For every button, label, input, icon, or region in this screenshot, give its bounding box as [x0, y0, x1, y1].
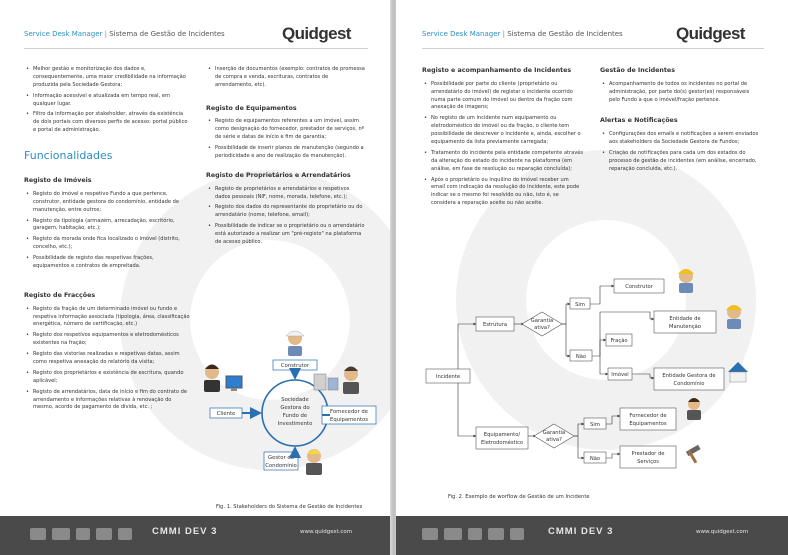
page-footer	[0, 516, 392, 555]
construtor-label: Construtor	[625, 284, 653, 290]
house-icon	[728, 362, 748, 382]
benefits-list	[24, 66, 190, 135]
fornecedor-line-2: Equipamentos	[330, 417, 368, 423]
list-item: • Registo dos dados do representante do proprietário ou do arrendatário (nome, telefone, email);	[206, 204, 366, 220]
edge-nao-imovel	[600, 356, 608, 374]
list-item: • Registo da tipologia (armazém, arrecadação, escritório, garagem, habitação, etc.);	[24, 218, 190, 234]
equipment-icon	[314, 374, 338, 390]
certification-logo	[488, 528, 504, 540]
list-item: • Inserção de documentos (exemplo: contratos de promessa de compra e venda, escrituras, contratos de arrendamento, etc).	[206, 66, 366, 90]
list-item: • Possibilidade de inserir planos de manutenção (segundo a periodicidade e ano de realização da manutenção).	[206, 145, 366, 161]
list-item: • Filtro da informação por stakeholder, através da existência de dois portais com diversos perfis de acesso: portal público e portal de administração.	[24, 111, 190, 135]
header-separator: |	[104, 30, 107, 38]
header-subtitle: Sistema de Gestão de Incidentes	[507, 30, 623, 38]
registo-imoveis-list	[24, 191, 190, 271]
registo-fraccoes-list	[24, 306, 190, 413]
worker-icon	[678, 269, 694, 293]
list-item: • Registo dos respetivos equipamentos e eletrodomésticos existentes na fração;	[24, 332, 190, 348]
heading-registo-fraccoes: Registo de Fracções	[24, 291, 96, 299]
heading-registo-imoveis: Registo de Imóveis	[24, 177, 92, 185]
left-page	[0, 0, 392, 555]
manutencao-line-1: Entidade de	[669, 316, 701, 322]
list-item: • Registo dos proprietários e existência de escritura, quando aplicável;	[24, 370, 190, 386]
center-line-2: Gestora do	[280, 405, 310, 411]
quidgest-logo: Quidgest	[676, 24, 745, 43]
list-item: • Informação acessível e atualizada em tempo real, em qualquer lugar.	[24, 93, 190, 109]
garantia-decision-1	[522, 312, 562, 336]
garantia1-line-2: ativa?	[534, 325, 550, 331]
edge-garantia-sim	[561, 304, 570, 324]
edge-sim-fornecedor	[606, 416, 620, 424]
equipamento-line-2: Eletrodoméstico	[480, 440, 524, 446]
figure-2-caption: Fig. 2. Exemplo de worflow de Gestão de um Incidente	[448, 494, 590, 500]
certification-logo	[96, 528, 112, 540]
header-rule	[24, 48, 368, 49]
center-line-4: Investimento	[277, 421, 313, 427]
heading-acompanhamento: Registo e acompanhamento de Incidentes	[422, 67, 572, 74]
imovel-label: Imóvel	[611, 372, 629, 378]
list-item: • Registo de equipamentos referentes a um imóvel, assim como designação do fornecedor, prestador de serviços, nº de série e datas de início e fim de garantia;	[206, 118, 366, 142]
list-item: • Possibilidade de registo das respetivas frações, equipamentos e contratos de empreitada.	[24, 255, 190, 271]
footer-url[interactable]: www.quidgest.com	[300, 529, 353, 535]
businessman-icon	[343, 367, 359, 395]
list-item: • Registo de arrendatários, data de início e fim do contrato de arrendamento e informações relativas à renovação do mesmo, acordo de pagamento de dívida, etc. ;	[24, 389, 190, 413]
header-separator: |	[502, 30, 505, 38]
center-line-1: Sociedade	[281, 397, 309, 403]
left-column-2	[206, 66, 366, 250]
list-item: • Criação de notificações para cada um dos estados do processo de gestão de incidentes (em análise, encerrado, reparação concluída, etc.).	[600, 150, 760, 174]
footer-url[interactable]: www.quidgest.com	[696, 529, 749, 535]
estrutura-label: Estrutura	[482, 322, 508, 328]
maintenance-worker-icon	[726, 305, 742, 329]
computer-icon	[226, 376, 242, 391]
fracao-label: Fração	[610, 338, 628, 344]
construtor-label: Construtor	[280, 363, 310, 369]
list-item: • Registo da fração de um determinado imóvel ou fundo e respetiva informação associada (tipologia, área, classificação energética, número de certificação, etc.)	[24, 306, 190, 330]
list-item: • Melhor gestão e monitorização dos dados e, consequentemente, uma maior credibilidade na informação produzida pela Sociedade Gestora;	[24, 66, 190, 90]
fornecedor-line-1: Fornecedor de	[629, 413, 667, 419]
certification-logo	[422, 528, 438, 540]
fornecedor-line-1: Fornecedor de	[329, 409, 369, 415]
sim1-label: Sim	[575, 302, 585, 308]
gestora-line-1: Entidade Gestora de	[662, 373, 716, 379]
list-item: • Registo de proprietários e arrendatários e respetivos dados pessoais (NIF, nome, morada, telefone, etc.);	[206, 186, 366, 202]
worker-icon	[286, 331, 304, 356]
gestor-line-2: Condomínio	[265, 463, 297, 469]
alertas-list	[600, 131, 760, 173]
certification-logo	[76, 528, 90, 540]
registo-equipamentos-list	[206, 118, 366, 160]
manutencao-line-2: Manutenção	[669, 324, 701, 330]
heading-alertas: Alertas e Notificações	[600, 117, 678, 125]
cliente-label: Cliente	[216, 411, 236, 417]
edge-nao-fracao	[600, 340, 606, 356]
page-header	[422, 30, 623, 38]
edge-garantia2-nao	[572, 436, 584, 458]
certification-logo	[118, 528, 132, 540]
edge-garantia2-sim	[572, 424, 584, 436]
figure-1-caption: Fig. 1. Stakeholders do Sistema de Gestão de Incidentes	[216, 504, 363, 510]
list-item: • No registo de um incidente num equipamento ou eletrodoméstico do imóvel ou da fração, o cliente tem possibilidade de descrever o incidente e, ainda, escolher o equipamento da lista previamente carregada;	[422, 115, 584, 147]
list-item: • Possibilidade de indicar se o proprietário ou o arrendatário está autorizado a realizar um "pré-registo" na plataforma de acesso público.	[206, 223, 366, 247]
prestador-line-1: Prestador de	[631, 451, 665, 457]
nao2-label: Não	[589, 456, 601, 462]
heading-registo-proprietarios: Registo de Proprietários e Arrendatários	[206, 171, 351, 179]
sim2-label: Sim	[590, 422, 600, 428]
certification-logo	[30, 528, 46, 540]
nao1-label: Não	[575, 354, 587, 360]
cmmi-logo: CMMI DEV 3	[548, 526, 614, 537]
gestor-line-1: Gestor do	[268, 455, 294, 461]
list-item: • Possibilidade por parte do cliente (proprietário ou arrendatário do imóvel) de registar o incidente ocorrido numa parte comum do imóvel ou dentro da fração com anexação de imagens;	[422, 81, 584, 113]
client-icon	[204, 365, 220, 393]
list-item: • Acompanhamento de todos os incidentes no portal de administração, por parte do(s) gestor(es) responsáveis pelo Fundo a que o imóvel/fração pertence.	[600, 81, 760, 105]
page-header	[24, 30, 225, 38]
registo-proprietarios-list	[206, 186, 366, 247]
hammer-icon	[686, 445, 701, 464]
gestora-line-2: Condomínio	[673, 381, 705, 387]
section-title: Funcionalidades	[24, 149, 113, 163]
right-column-2	[600, 64, 760, 177]
edge-sim-construtor	[590, 286, 614, 304]
stakeholders-diagram	[196, 324, 386, 502]
businessman-icon	[687, 398, 701, 420]
list-item: • Tratamento do incidente pela entidade competente através da alteração do estado do incidente na plataforma (em análise, em fase de resolução ou reparação concluída);	[422, 150, 584, 174]
cmmi-logo: CMMI DEV 3	[152, 526, 218, 537]
condominium-manager-icon	[306, 449, 322, 475]
acompanhamento-list	[422, 81, 584, 208]
list-item: • Registo do imóvel e respetivo Fundo a que pertence, construtor, entidade gestora do condomínio, entidade de manutenção, entre outros;	[24, 191, 190, 215]
list-item: • Registo da morada onde fica localizado o imóvel (distrito, concelho, etc.);	[24, 236, 190, 252]
edge-imovel-gestora	[632, 374, 654, 378]
right-column-1	[422, 64, 584, 211]
center-line-3: Fundo de	[282, 413, 308, 419]
left-column-1	[24, 66, 190, 415]
certification-logo	[510, 528, 524, 540]
documents-list	[206, 66, 366, 90]
page-footer	[396, 516, 788, 555]
garantia1-line-1: Garantia	[530, 318, 554, 324]
list-item: • Registo das vistorias realizadas e respetivas datas, assim como respetiva anexação do relatório da visita;	[24, 351, 190, 367]
list-item: • Após o proprietário ou inquilino do imóvel receber um email com indicação da resolução do incidente, este pode indicar se o mesmo foi resolvido ou não, isto é, se considera a reparação aceite ou não aceite.	[422, 177, 584, 209]
garantia2-line-2: ativa?	[546, 437, 562, 443]
garantia-decision-2	[534, 424, 574, 448]
header-subtitle: Sistema de Gestão de Incidentes	[109, 30, 225, 38]
certification-logo	[468, 528, 482, 540]
heading-gestao: Gestão de Incidentes	[600, 67, 675, 74]
incidente-label: Incidente	[435, 374, 461, 380]
quidgest-logo: Quidgest	[282, 24, 351, 43]
heading-registo-equipamentos: Registo de Equipamentos	[206, 104, 297, 112]
certification-logo	[444, 528, 462, 540]
header-product: Service Desk Manager	[24, 30, 103, 38]
edge-garantia-nao	[561, 324, 570, 356]
header-product: Service Desk Manager	[422, 30, 501, 38]
workflow-diagram	[424, 264, 764, 486]
fornecedor-line-2: Equipamentos	[629, 421, 667, 427]
list-item: • Configurações dos emails e notificações a serem enviados aos stakeholders da Sociedade Gestora de Fundos;	[600, 131, 760, 147]
equipamento-line-1: Equipamento/	[483, 432, 521, 438]
prestador-line-2: Serviços	[637, 459, 659, 465]
edge-incidente-equipamento	[458, 384, 476, 436]
gestao-list	[600, 81, 760, 105]
right-page	[396, 0, 788, 555]
header-rule	[422, 48, 764, 49]
certification-logo	[52, 528, 70, 540]
edge-nao-prestador	[606, 454, 620, 458]
garantia2-line-1: Garantia	[542, 430, 566, 436]
